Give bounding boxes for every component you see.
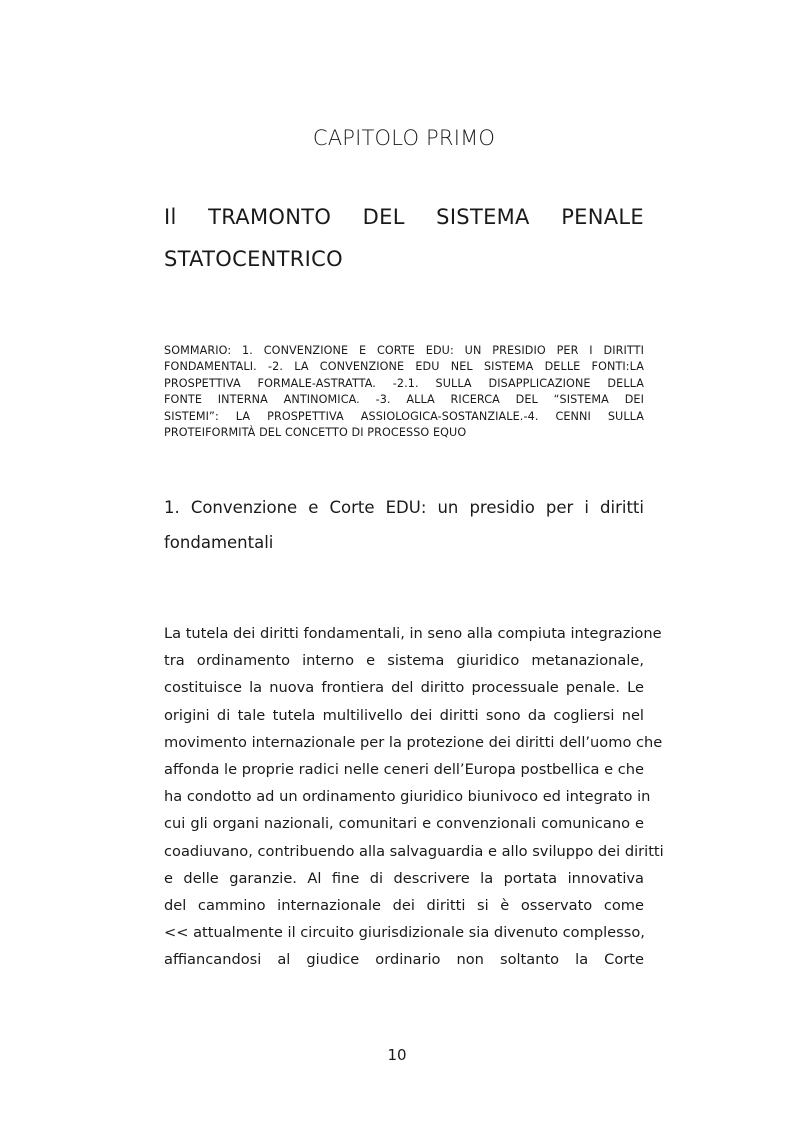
body-line: origini di tale tutela multilivello dei diritti sono da cogliersi nel — [164, 706, 644, 724]
summary-line: PROTEIFORMITÀ DEL CONCETTO DI PROCESSO EQUO — [164, 426, 467, 440]
summary-line: FONDAMENTALI. -2. LA CONVENZIONE EDU NEL SISTEMA DELLE FONTI:LA — [164, 360, 644, 374]
body-line: ha condotto ad un ordinamento giuridico biunivoco ed integrato in — [164, 788, 651, 806]
summary-line: SISTEMI”: LA PROSPETTIVA ASSIOLOGICA-SOSTANZIALE.-4. CENNI SULLA — [164, 409, 644, 423]
body-line: e delle garanzie. Al fine di descrivere la portata innovativa — [164, 869, 644, 887]
body-line: cui gli organi nazionali, comunitari e convenzionali comunicano e — [164, 815, 644, 833]
body-line: << attualmente il circuito giurisdizionale sia divenuto complesso, — [164, 924, 645, 942]
chapter-title-line-1: Il TRAMONTO DEL SISTEMA PENALE — [164, 205, 644, 229]
page-number: 10 — [387, 1046, 407, 1064]
section-heading — [164, 490, 644, 560]
body-paragraph — [164, 620, 664, 974]
body-line: tra ordinamento interno e sistema giuridico metanazionale, — [164, 652, 644, 670]
body-line: La tutela dei diritti fondamentali, in seno alla compiuta integrazione — [164, 625, 662, 642]
chapter-summary — [164, 343, 644, 441]
chapter-label: CAPITOLO PRIMO — [312, 126, 496, 150]
summary-line: FONTE INTERNA ANTINOMICA. -3. ALLA RICERCA DEL “SISTEMA DEI — [164, 393, 644, 407]
chapter-title-line-2: STATOCENTRICO — [164, 247, 343, 271]
body-line: movimento internazionale per la protezione dei diritti dell’uomo che — [164, 733, 663, 751]
section-heading-line-1: 1. Convenzione e Corte EDU: un presidio per i diritti — [164, 498, 644, 517]
summary-line: SOMMARIO: 1. CONVENZIONE E CORTE EDU: UN PRESIDIO PER I DIRITTI — [164, 344, 644, 357]
body-line: affiancandosi al giudice ordinario non soltanto la Corte — [164, 951, 644, 969]
chapter-title — [164, 196, 644, 280]
body-line: coadiuvano, contribuendo alla salvaguardia e allo sviluppo dei diritti — [164, 842, 664, 860]
section-heading-line-2: fondamentali — [164, 533, 274, 552]
body-line: affonda le proprie radici nelle ceneri dell’Europa postbellica e che — [164, 761, 644, 779]
body-line: del cammino internazionale dei diritti si è osservato come — [164, 897, 644, 915]
summary-line: PROSPETTIVA FORMALE-ASTRATTA. -2.1. SULLA DISAPPLICAZIONE DELLA — [164, 376, 644, 390]
body-line: costituisce la nuova frontiera del diritto processuale penale. Le — [164, 679, 644, 697]
